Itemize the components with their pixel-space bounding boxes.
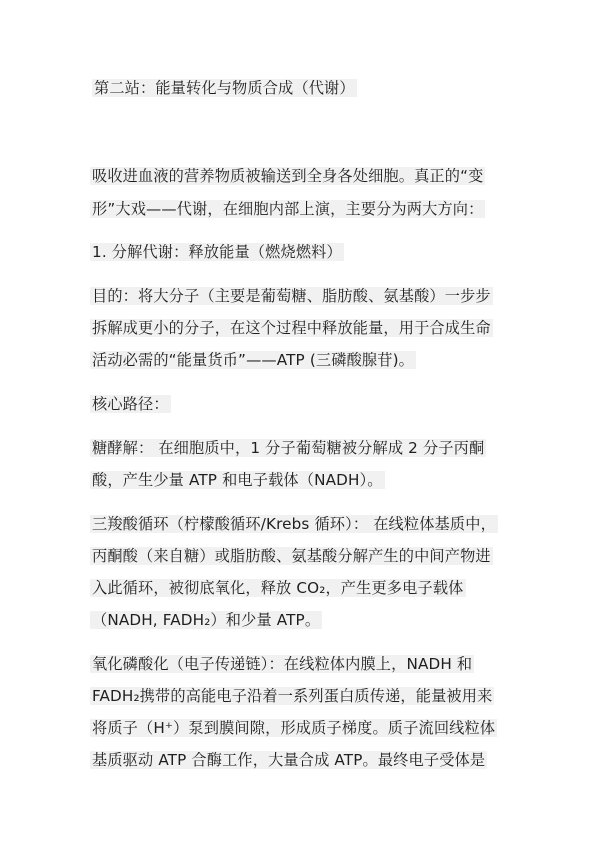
oxphos-text-2: FADH₂携带的高能电子沿着一系列蛋白质传递，能量被用来 bbox=[92, 687, 493, 705]
oxphos-line-4 bbox=[90, 749, 487, 771]
goal-line-2 bbox=[90, 317, 493, 339]
intro-line-1 bbox=[90, 165, 485, 187]
oxphos-text-3: 将质子（H⁺）泵到膜间隙，形成质子梯度。质子流回线粒体 bbox=[92, 719, 496, 737]
krebs-text-2: 丙酮酸（来自糖）或脂肪酸、氨基酸分解产生的中间产物进 bbox=[92, 547, 491, 565]
krebs-line-1 bbox=[90, 513, 498, 535]
core-pathway-label bbox=[90, 393, 171, 415]
goal-text-3: 活动必需的“能量货币”——ATP (三磷酸腺苷)。 bbox=[92, 351, 414, 369]
goal-line-3 bbox=[90, 349, 416, 371]
glycolysis-text-1: 糖酵解： 在细胞质中，1 分子葡萄糖被分解成 2 分子丙酮 bbox=[92, 439, 485, 457]
goal-text-2: 拆解成更小的分子，在这个过程中释放能量，用于合成生命 bbox=[92, 319, 491, 337]
krebs-text-4: （NADH, FADH₂）和少量 ATP。 bbox=[92, 611, 321, 629]
krebs-text-1: 三羧酸循环（柠檬酸循环/Krebs 循环）： 在线粒体基质中， bbox=[92, 515, 496, 533]
section1-heading-text: 1. 分解代谢：释放能量（燃烧燃料） bbox=[92, 243, 342, 261]
section-title bbox=[92, 77, 357, 99]
oxphos-line-2 bbox=[90, 685, 494, 707]
section-title-text: 第二站：能量转化与物质合成（代谢） bbox=[94, 79, 355, 97]
glycolysis-line-2 bbox=[90, 469, 385, 491]
krebs-line-3 bbox=[90, 577, 466, 599]
section1-heading bbox=[90, 241, 344, 263]
core-pathway-text: 核心路径： bbox=[92, 395, 169, 413]
glycolysis-text-2: 酸，产生少量 ATP 和电子载体（NADH）。 bbox=[92, 471, 383, 489]
krebs-line-4 bbox=[90, 609, 322, 631]
intro-text-1: 吸收进血液的营养物质被输送到全身各处细胞。真正的“变 bbox=[92, 167, 484, 185]
goal-line-1 bbox=[90, 285, 493, 307]
goal-text-1: 目的：将大分子（主要是葡萄糖、脂肪酸、氨基酸）一步步 bbox=[92, 287, 491, 305]
intro-line-2 bbox=[90, 198, 485, 220]
krebs-line-2 bbox=[90, 545, 493, 567]
glycolysis-line-1 bbox=[90, 437, 486, 459]
krebs-text-3: 入此循环，被彻底氧化，释放 CO₂，产生更多电子载体 bbox=[92, 579, 464, 597]
oxphos-line-3 bbox=[90, 717, 497, 739]
oxphos-text-4: 基质驱动 ATP 合酶工作，大量合成 ATP。最终电子受体是 bbox=[92, 751, 486, 769]
intro-text-2: 形”大戏——代谢，在细胞内部上演，主要分为两大方向： bbox=[92, 200, 484, 218]
oxphos-line-1 bbox=[90, 653, 474, 675]
oxphos-text-1: 氧化磷酸化（电子传递链）：在线粒体内膜上，NADH 和 bbox=[92, 655, 473, 673]
